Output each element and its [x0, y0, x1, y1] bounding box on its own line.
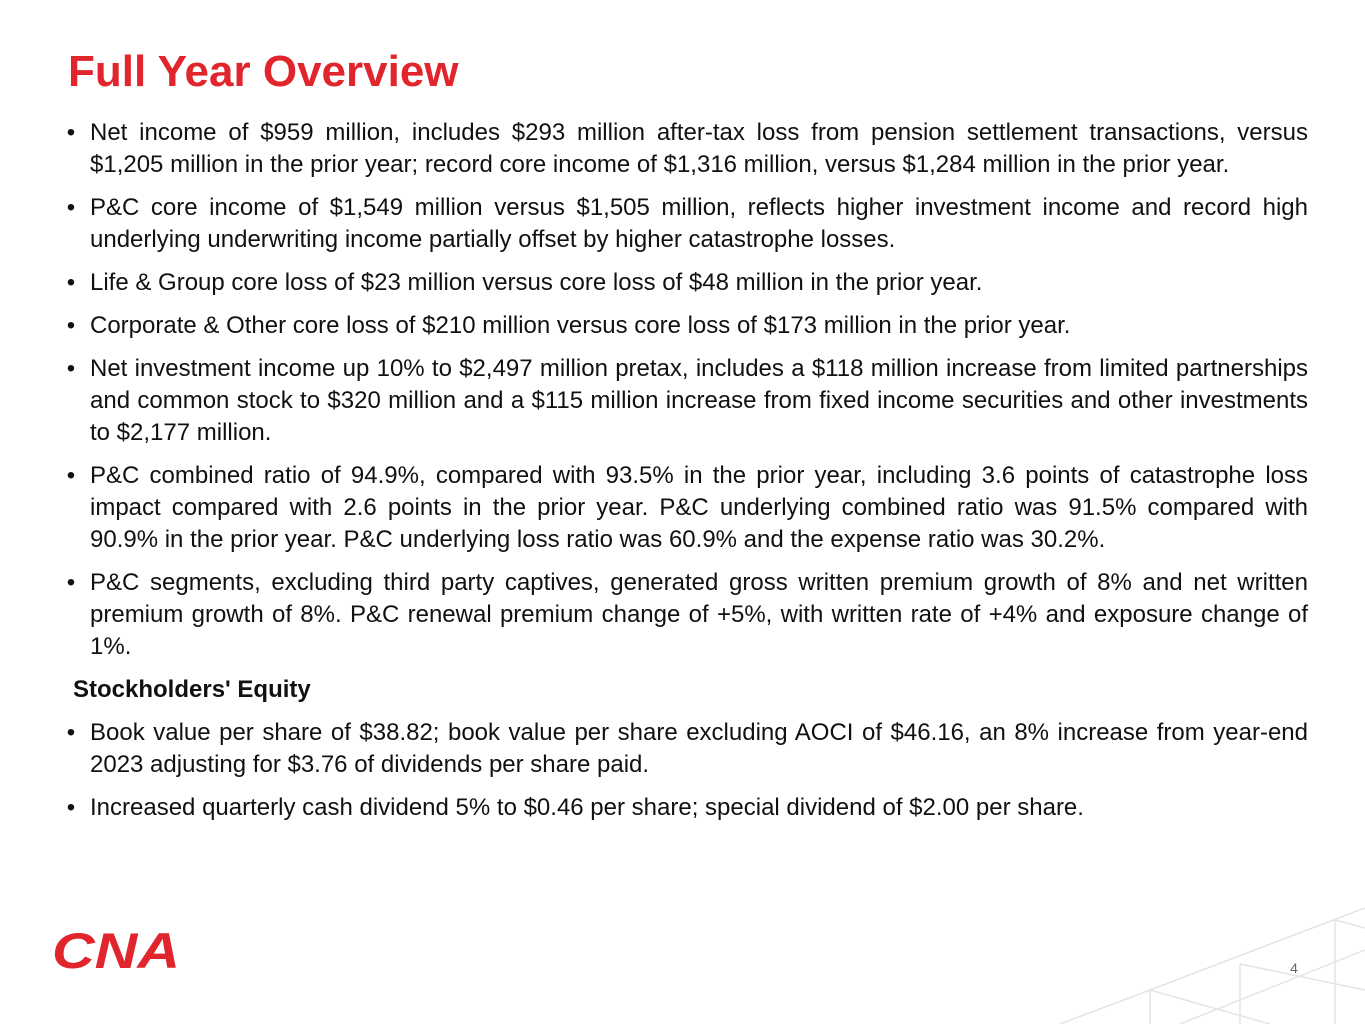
bullet-dot: • — [66, 794, 76, 821]
bullet-dot: • — [66, 462, 76, 489]
bullet-premium-growth — [62, 567, 1308, 663]
bullet-text: Book value per share of $38.82; book value per share excluding AOCI of $46.16, an 8% increase from year-end 2023 adjusting for $3.76 of dividends per share paid. — [90, 719, 1308, 778]
bullet-dot: • — [66, 119, 76, 146]
bullet-dot: • — [66, 194, 76, 221]
bullet-net-income — [62, 117, 1308, 181]
equity-bullet-list — [62, 717, 1308, 824]
bullet-dot: • — [66, 719, 76, 746]
bullet-text: Increased quarterly cash dividend 5% to $0.46 per share; special dividend of $2.00 per share. — [90, 794, 1084, 821]
bullet-text: Corporate & Other core loss of $210 million versus core loss of $173 million in the prior year. — [90, 312, 1071, 339]
bullet-text: Life & Group core loss of $23 million versus core loss of $48 million in the prior year. — [90, 269, 983, 296]
bullet-dot: • — [66, 355, 76, 382]
bullet-net-investment-income — [62, 353, 1308, 449]
slide-title: Full Year Overview — [68, 47, 459, 96]
bullet-pc-core-income — [62, 192, 1308, 256]
bullet-corporate-other — [62, 310, 1308, 342]
bullet-dot: • — [66, 269, 76, 296]
bullet-dividend — [62, 792, 1308, 824]
section-heading-stockholders-equity: Stockholders' Equity — [73, 676, 311, 703]
slide-content — [62, 117, 1308, 835]
bullet-combined-ratio — [62, 460, 1308, 556]
cna-logo — [52, 924, 182, 972]
decorative-grid-lines — [1000, 880, 1365, 1024]
bullet-text: P&C core income of $1,549 million versus $1,505 million, reflects higher investment income and record high underlying underwriting income partially offset by higher catastrophe losses. — [90, 194, 1308, 253]
bullet-text: Net income of $959 million, includes $293 million after-tax loss from pension settlement transactions, versus $1,205 million in the prior year; record core income of $1,316 million, versus $1,284 million in the prior year. — [90, 119, 1308, 178]
overview-bullet-list — [62, 117, 1308, 663]
bullet-book-value — [62, 717, 1308, 781]
bullet-life-group — [62, 267, 1308, 299]
page-number: 4 — [1290, 960, 1298, 976]
bullet-dot: • — [66, 569, 76, 596]
cna-logo-text: CNA — [52, 924, 180, 972]
bullet-dot: • — [66, 312, 76, 339]
bullet-text: P&C combined ratio of 94.9%, compared with 93.5% in the prior year, including 3.6 points of catastrophe loss impact compared with 2.6 points in the prior year. P&C underlying combined ratio was 91.5% compared with 90.9% in the prior year. P&C underlying loss ratio was 60.9% and the expense ratio was 30.2%. — [90, 462, 1308, 553]
bullet-text: P&C segments, excluding third party captives, generated gross written premium growth of 8% and net written premium growth of 8%. P&C renewal premium change of +5%, with written rate of +4% and exposure change of 1%. — [90, 569, 1308, 660]
bullet-text: Net investment income up 10% to $2,497 million pretax, includes a $118 million increase from limited partnerships and common stock to $320 million and a $115 million increase from fixed income securities and other investments to $2,177 million. — [90, 355, 1308, 446]
